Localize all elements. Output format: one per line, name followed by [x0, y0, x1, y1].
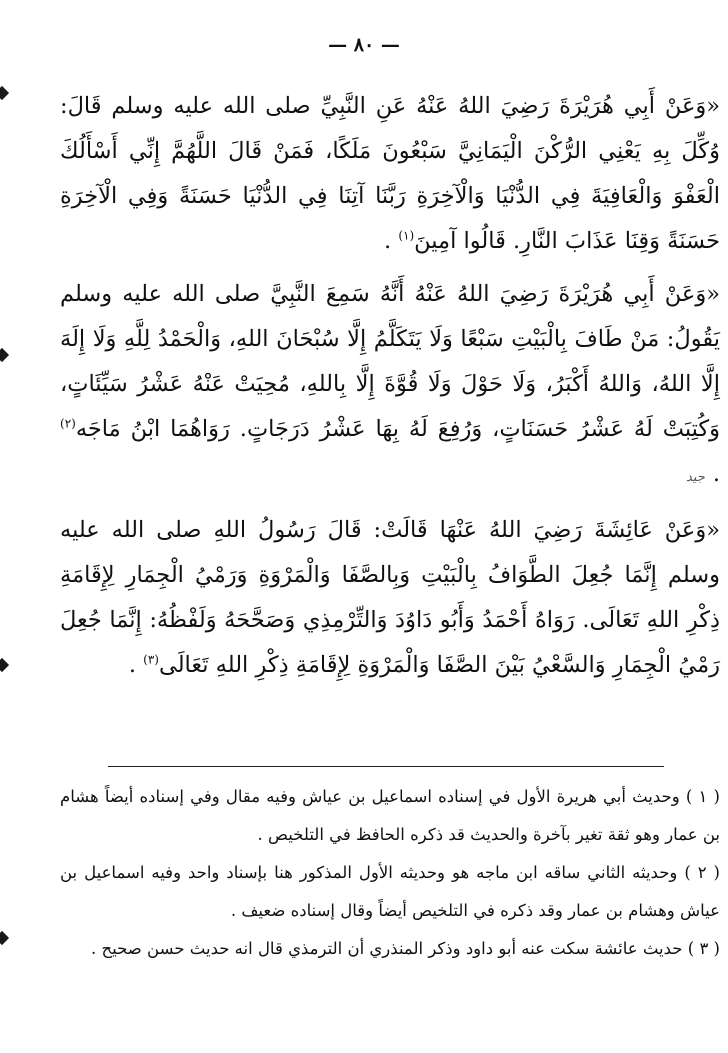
hadith-text-3: «وَعَنْ عَائِشَةَ رَضِيَ اللهُ عَنْهَا قَالَتْ: قَالَ رَسُولُ اللهِ صلى الله عليه وسلم إِنَّمَا جُعِلَ الطَّوَافُ بِالْبَيْتِ وَبِالصَّفَا وَالْمَرْوَةِ وَرَمْيُ الْجِمَارِ لِإِقَامَةِ ذِكْرِ اللهِ تَعَالَى. رَوَاهُ أَحْمَدُ وَأَبُو دَاوُدَ وَالتِّرْمِذِي وَصَحَّحَهُ وَلَفْظُهُ: إِنَّمَا جُعِلَ رَمْيُ الْجِمَارِ وَالسَّعْيُ بَيْنَ الصَّفَا وَالْمَرْوَةِ لِإِقَامَةِ ذِكْرِ اللهِ تَعَالَى [60, 517, 720, 678]
hadith-paragraph-1 [60, 84, 720, 264]
margin-mark-icon [0, 658, 9, 672]
hadith-end-2: . [712, 461, 720, 487]
footnote-3: ( ٣ ) حديث عائشة سكت عنه أبو داود وذكر المنذري أن الترمذي قال انه حديث حسن صحيح . [91, 939, 720, 958]
footnote-ref-3: (٣) [143, 652, 159, 667]
footnotes-section [60, 778, 720, 968]
margin-mark-icon [0, 86, 9, 100]
footnote-ref-1: (١) [398, 228, 415, 243]
handwritten-note: جيد [686, 470, 705, 485]
footnote-divider [108, 766, 664, 767]
hadith-text-2: «وَعَنْ أَبِي هُرَيْرَةَ رَضِيَ اللهُ عَنْهُ أَنَّهُ سَمِعَ النَّبِيَّ صلى الله عليه وسلم يَقُولُ: مَنْ طَافَ بِالْبَيْتِ سَبْعًا وَلَا يَتَكَلَّمُ إِلَّا سُبْحَانَ اللهِ، وَالْحَمْدُ لِلَّهِ وَلَا إِلَهَ إِلَّا اللهُ، وَاللهُ أَكْبَرُ، وَلَا حَوْلَ وَلَا قُوَّةَ إِلَّا بِاللهِ، مُحِيَتْ عَنْهُ عَشْرُ سَيِّئَاتٍ، وَكُتِبَتْ لَهُ عَشْرُ حَسَنَاتٍ، وَرُفِعَ لَهُ بِهَا عَشْرُ دَرَجَاتٍ. رَوَاهُمَا ابْنُ مَاجَه [60, 281, 720, 442]
hadith-body [60, 84, 720, 696]
margin-mark-icon [0, 348, 9, 362]
footnote-1: ( ١ ) وحديث أبي هريرة الأول في إسناده اسماعيل بن عياش وفيه مقال وفي إسناده أيضاً هشام بن عمار وهو ثقة تغير بآخرة والحديث قد ذكره الحافظ في التلخيص . [60, 787, 720, 844]
footnote-2: ( ٢ ) وحديثه الثاني ساقه ابن ماجه هو وحديثه الأول المذكور هنا بإسناد واحد وفيه اسماعيل بن عياش وهشام بن عمار وقد ذكره في التلخيص أيضاً وقال إسناده ضعيف . [60, 863, 720, 920]
footnote-ref-2: (٢) [60, 416, 76, 431]
hadith-end-3: . [128, 652, 144, 678]
hadith-paragraph-3 [60, 508, 720, 688]
hadith-end-1: . [384, 228, 399, 254]
hadith-paragraph-2 [60, 272, 720, 500]
hadith-text-1: «وَعَنْ أَبِي هُرَيْرَةَ رَضِيَ اللهُ عَنْهُ عَنِ النَّبِيِّ صلى الله عليه وسلم قَالَ: وُكِّلَ بِهِ يَعْنِي الرُّكْنَ الْيَمَانِيَّ سَبْعُونَ مَلَكًا، فَمَنْ قَالَ اللَّهُمَّ إِنِّي أَسْأَلُكَ الْعَفْوَ وَالْعَافِيَةَ فِي الدُّنْيَا وَالْآخِرَةِ رَبَّنَا آتِنَا فِي الدُّنْيَا حَسَنَةً وَفِي الْآخِرَةِ حَسَنَةً وَقِنَا عَذَابَ النَّارِ. قَالُوا آمِينَ [60, 93, 720, 254]
page-number: — ٨٠ — [328, 34, 400, 56]
margin-mark-icon [0, 931, 9, 945]
